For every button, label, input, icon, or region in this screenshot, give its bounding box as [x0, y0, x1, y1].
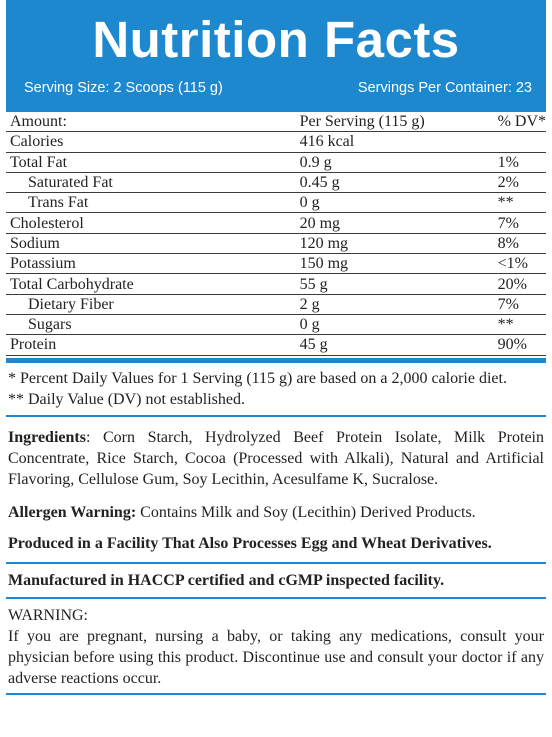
table-row: [6, 294, 546, 314]
nutrient-amount: 0.9 g: [296, 152, 494, 172]
divider: [6, 693, 546, 695]
nutrient-name: Potassium: [6, 254, 296, 274]
nutrition-title: Nutrition Facts: [92, 11, 460, 68]
table-header-row: [6, 112, 546, 132]
allergen-warning: [6, 490, 546, 523]
table-row: [6, 274, 546, 294]
ingredients-text: : Corn Starch, Hydrolyzed Beef Protein Isolate, Milk Protein Concentrate, Rice Starch, Cocoa (Processed with Alkali), Natural and Artificial Flavoring, Cellulose Gum, Soy Lecithin, Acesulfame K, Sucralose.: [8, 428, 544, 488]
nutrient-dv: <1%: [494, 254, 546, 274]
nutrient-dv: 7%: [494, 213, 546, 233]
allergen-label: Allergen Warning:: [8, 503, 137, 521]
nutrient-table: [6, 112, 546, 356]
nutrient-name: Total Carbohydrate: [6, 274, 296, 294]
column-header-amount: Amount:: [6, 112, 296, 132]
nutrient-dv: 8%: [494, 233, 546, 253]
nutrient-name: Protein: [6, 335, 296, 355]
table-row: [6, 254, 546, 274]
nutrient-name: Dietary Fiber: [6, 294, 296, 314]
footnote-percent-dv: * Percent Daily Values for 1 Serving (115 g) are based on a 2,000 calorie diet.: [8, 369, 507, 387]
nutrient-amount: 0 g: [296, 314, 494, 334]
nutrient-name: Saturated Fat: [6, 172, 296, 192]
nutrient-amount: 45 g: [296, 335, 494, 355]
column-header-per-serving: Per Serving (115 g): [296, 112, 494, 132]
nutrient-name: Calories: [6, 132, 296, 152]
warning: [6, 599, 546, 689]
nutrient-amount: 150 mg: [296, 254, 494, 274]
table-row: [6, 233, 546, 253]
warning-label: WARNING:: [8, 606, 88, 624]
nutrient-name: Sodium: [6, 233, 296, 253]
nutrient-amount: 2 g: [296, 294, 494, 314]
serving-size: Serving Size: 2 Scoops (115 g): [24, 80, 223, 96]
servings-per-container: Servings Per Container: 23: [357, 80, 532, 96]
nutrient-amount: 55 g: [296, 274, 494, 294]
table-row: [6, 314, 546, 334]
nutrient-dv: **: [494, 314, 546, 334]
column-header-dv: % DV*: [494, 112, 546, 132]
nutrition-label: [6, 0, 546, 737]
nutrient-dv: 90%: [494, 335, 546, 355]
allergen-text: Contains Milk and Soy (Lecithin) Derived Products.: [136, 503, 476, 521]
nutrient-dv: [494, 132, 546, 152]
nutrient-name: Total Fat: [6, 152, 296, 172]
nutrient-amount: 0.45 g: [296, 172, 494, 192]
nutrient-dv: 2%: [494, 172, 546, 192]
table-row: [6, 335, 546, 355]
nutrient-amount: 416 kcal: [296, 132, 494, 152]
nutrient-name: Trans Fat: [6, 193, 296, 213]
table-row: [6, 132, 546, 152]
nutrient-name: Cholesterol: [6, 213, 296, 233]
serving-info: [6, 80, 546, 96]
nutrient-amount: 120 mg: [296, 233, 494, 253]
nutrient-dv: 7%: [494, 294, 546, 314]
nutrient-dv: 1%: [494, 152, 546, 172]
footnote-dv-not-established: ** Daily Value (DV) not established.: [8, 390, 245, 408]
nutrient-dv: **: [494, 193, 546, 213]
nutrient-amount: 20 mg: [296, 213, 494, 233]
nutrition-header: [6, 0, 546, 112]
ingredients: [6, 421, 546, 490]
ingredients-label: Ingredients: [8, 428, 86, 446]
nutrient-amount: 0 g: [296, 193, 494, 213]
footnotes: [6, 363, 546, 410]
table-row: [6, 152, 546, 172]
nutrient-dv: 20%: [494, 274, 546, 294]
facility-statement: Produced in a Facility That Also Processes Egg and Wheat Derivatives.: [8, 534, 492, 552]
nutrient-name: Sugars: [6, 314, 296, 334]
table-row: [6, 172, 546, 192]
table-row: [6, 193, 546, 213]
warning-text: If you are pregnant, nursing a baby, or taking any medications, consult your physician before using this product. Discontinue use and consult your doctor if any adverse reactions occur.: [8, 627, 544, 687]
table-row: [6, 213, 546, 233]
manufactured-statement: Manufactured in HACCP certified and cGMP inspected facility.: [8, 571, 445, 589]
